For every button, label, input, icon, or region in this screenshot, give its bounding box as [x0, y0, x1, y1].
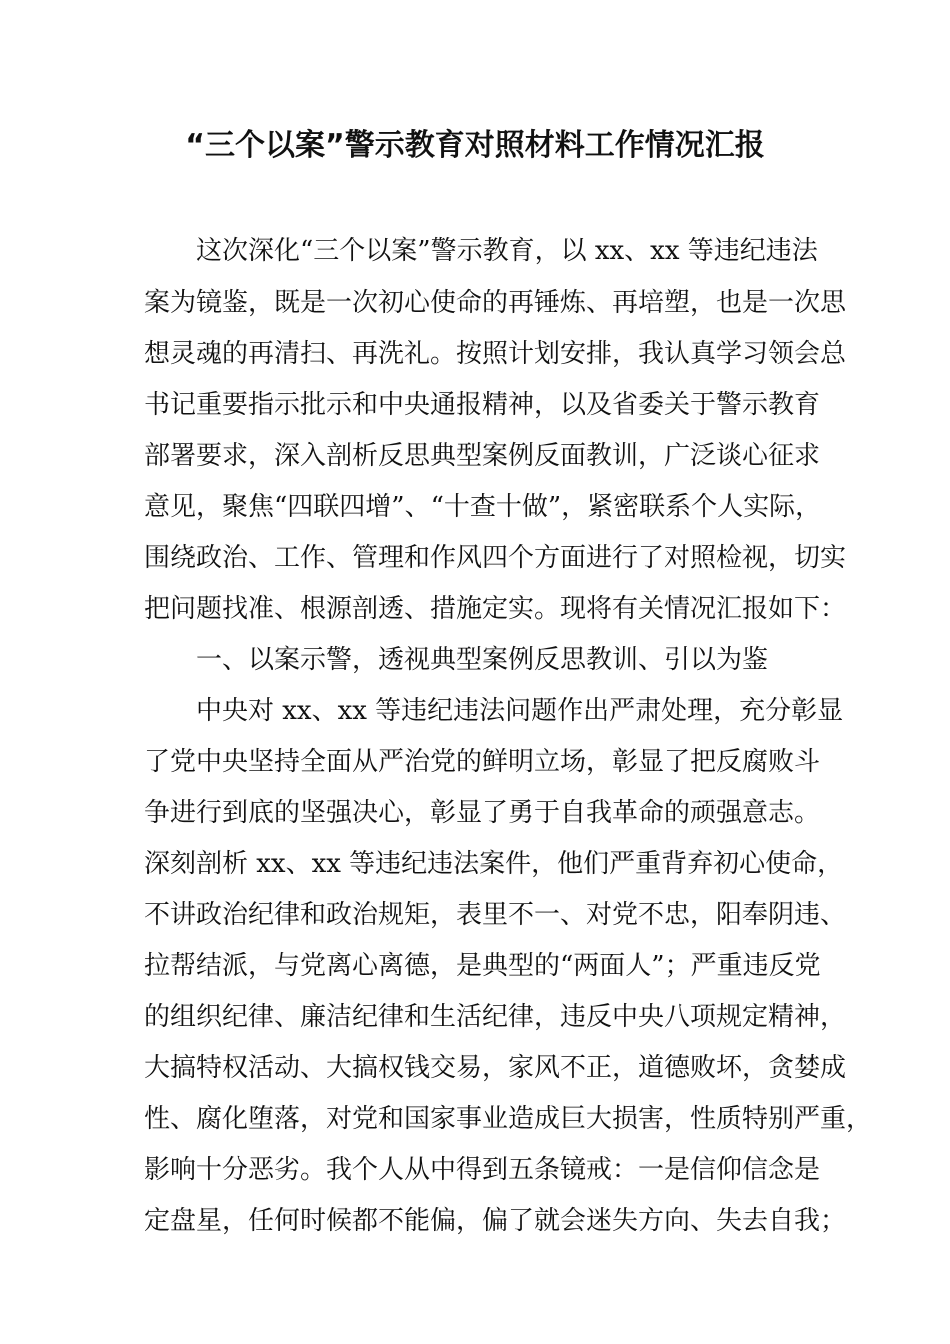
paragraph-line: 把问题找准、根源剖透、措施定实。现将有关情况汇报如下：: [144, 594, 847, 624]
paragraph-line: 影响十分恶劣。我个人从中得到五条镜戒：一是信仰信念是: [144, 1155, 821, 1185]
paragraph-line: 意见，聚焦“四联四增”、“十查十做”，紧密联系个人实际，: [144, 492, 822, 522]
paragraph-line: 这次深化“三个以案”警示教育，以 xx、xx 等违纪违法: [196, 236, 818, 266]
paragraph-line: 书记重要指示批示和中央通报精神，以及省委关于警示教育: [144, 390, 821, 420]
paragraph-line: 定盘星，任何时候都不能偏，偏了就会迷失方向、失去自我；: [144, 1206, 847, 1236]
paragraph-line: 部署要求，深入剖析反思典型案例反面教训，广泛谈心征求: [144, 441, 821, 471]
paragraph-line: 拉帮结派，与党离心离德，是典型的“两面人”；严重违反党: [144, 951, 821, 981]
paragraph-line: 的组织纪律、廉洁纪律和生活纪律，违反中央八项规定精神，: [144, 1002, 847, 1032]
paragraph-line: 案为镜鉴，既是一次初心使命的再锤炼、再培塑，也是一次思: [144, 288, 847, 318]
paragraph-line: 了党中央坚持全面从严治党的鲜明立场，彰显了把反腐败斗: [144, 747, 821, 777]
paragraph-line: 大搞特权活动、大搞权钱交易，家风不正，道德败坏，贪婪成: [144, 1053, 847, 1083]
paragraph-line: 争进行到底的坚强决心，彰显了勇于自我革命的顽强意志。: [144, 798, 821, 828]
paragraph-line: 性、腐化堕落，对党和国家事业造成巨大损害，性质特别严重，: [144, 1104, 873, 1134]
document-title: “三个以案”警示教育对照材料工作情况汇报: [185, 128, 765, 163]
paragraph-line: 中央对 xx、xx 等违纪违法问题作出严肃处理，充分彰显: [196, 696, 844, 726]
paragraph-line: 不讲政治纪律和政治规矩，表里不一、对党不忠，阳奉阴违、: [144, 900, 847, 930]
paragraph-line: 想灵魂的再清扫、再洗礼。按照计划安排，我认真学习领会总: [144, 339, 847, 369]
section-heading: 一、以案示警，透视典型案例反思教训、引以为鉴: [196, 645, 769, 675]
paragraph-line: 深刻剖析 xx、xx 等违纪违法案件，他们严重背弃初心使命，: [144, 849, 844, 879]
paragraph-line: 围绕政治、工作、管理和作风四个方面进行了对照检视，切实: [144, 543, 847, 573]
